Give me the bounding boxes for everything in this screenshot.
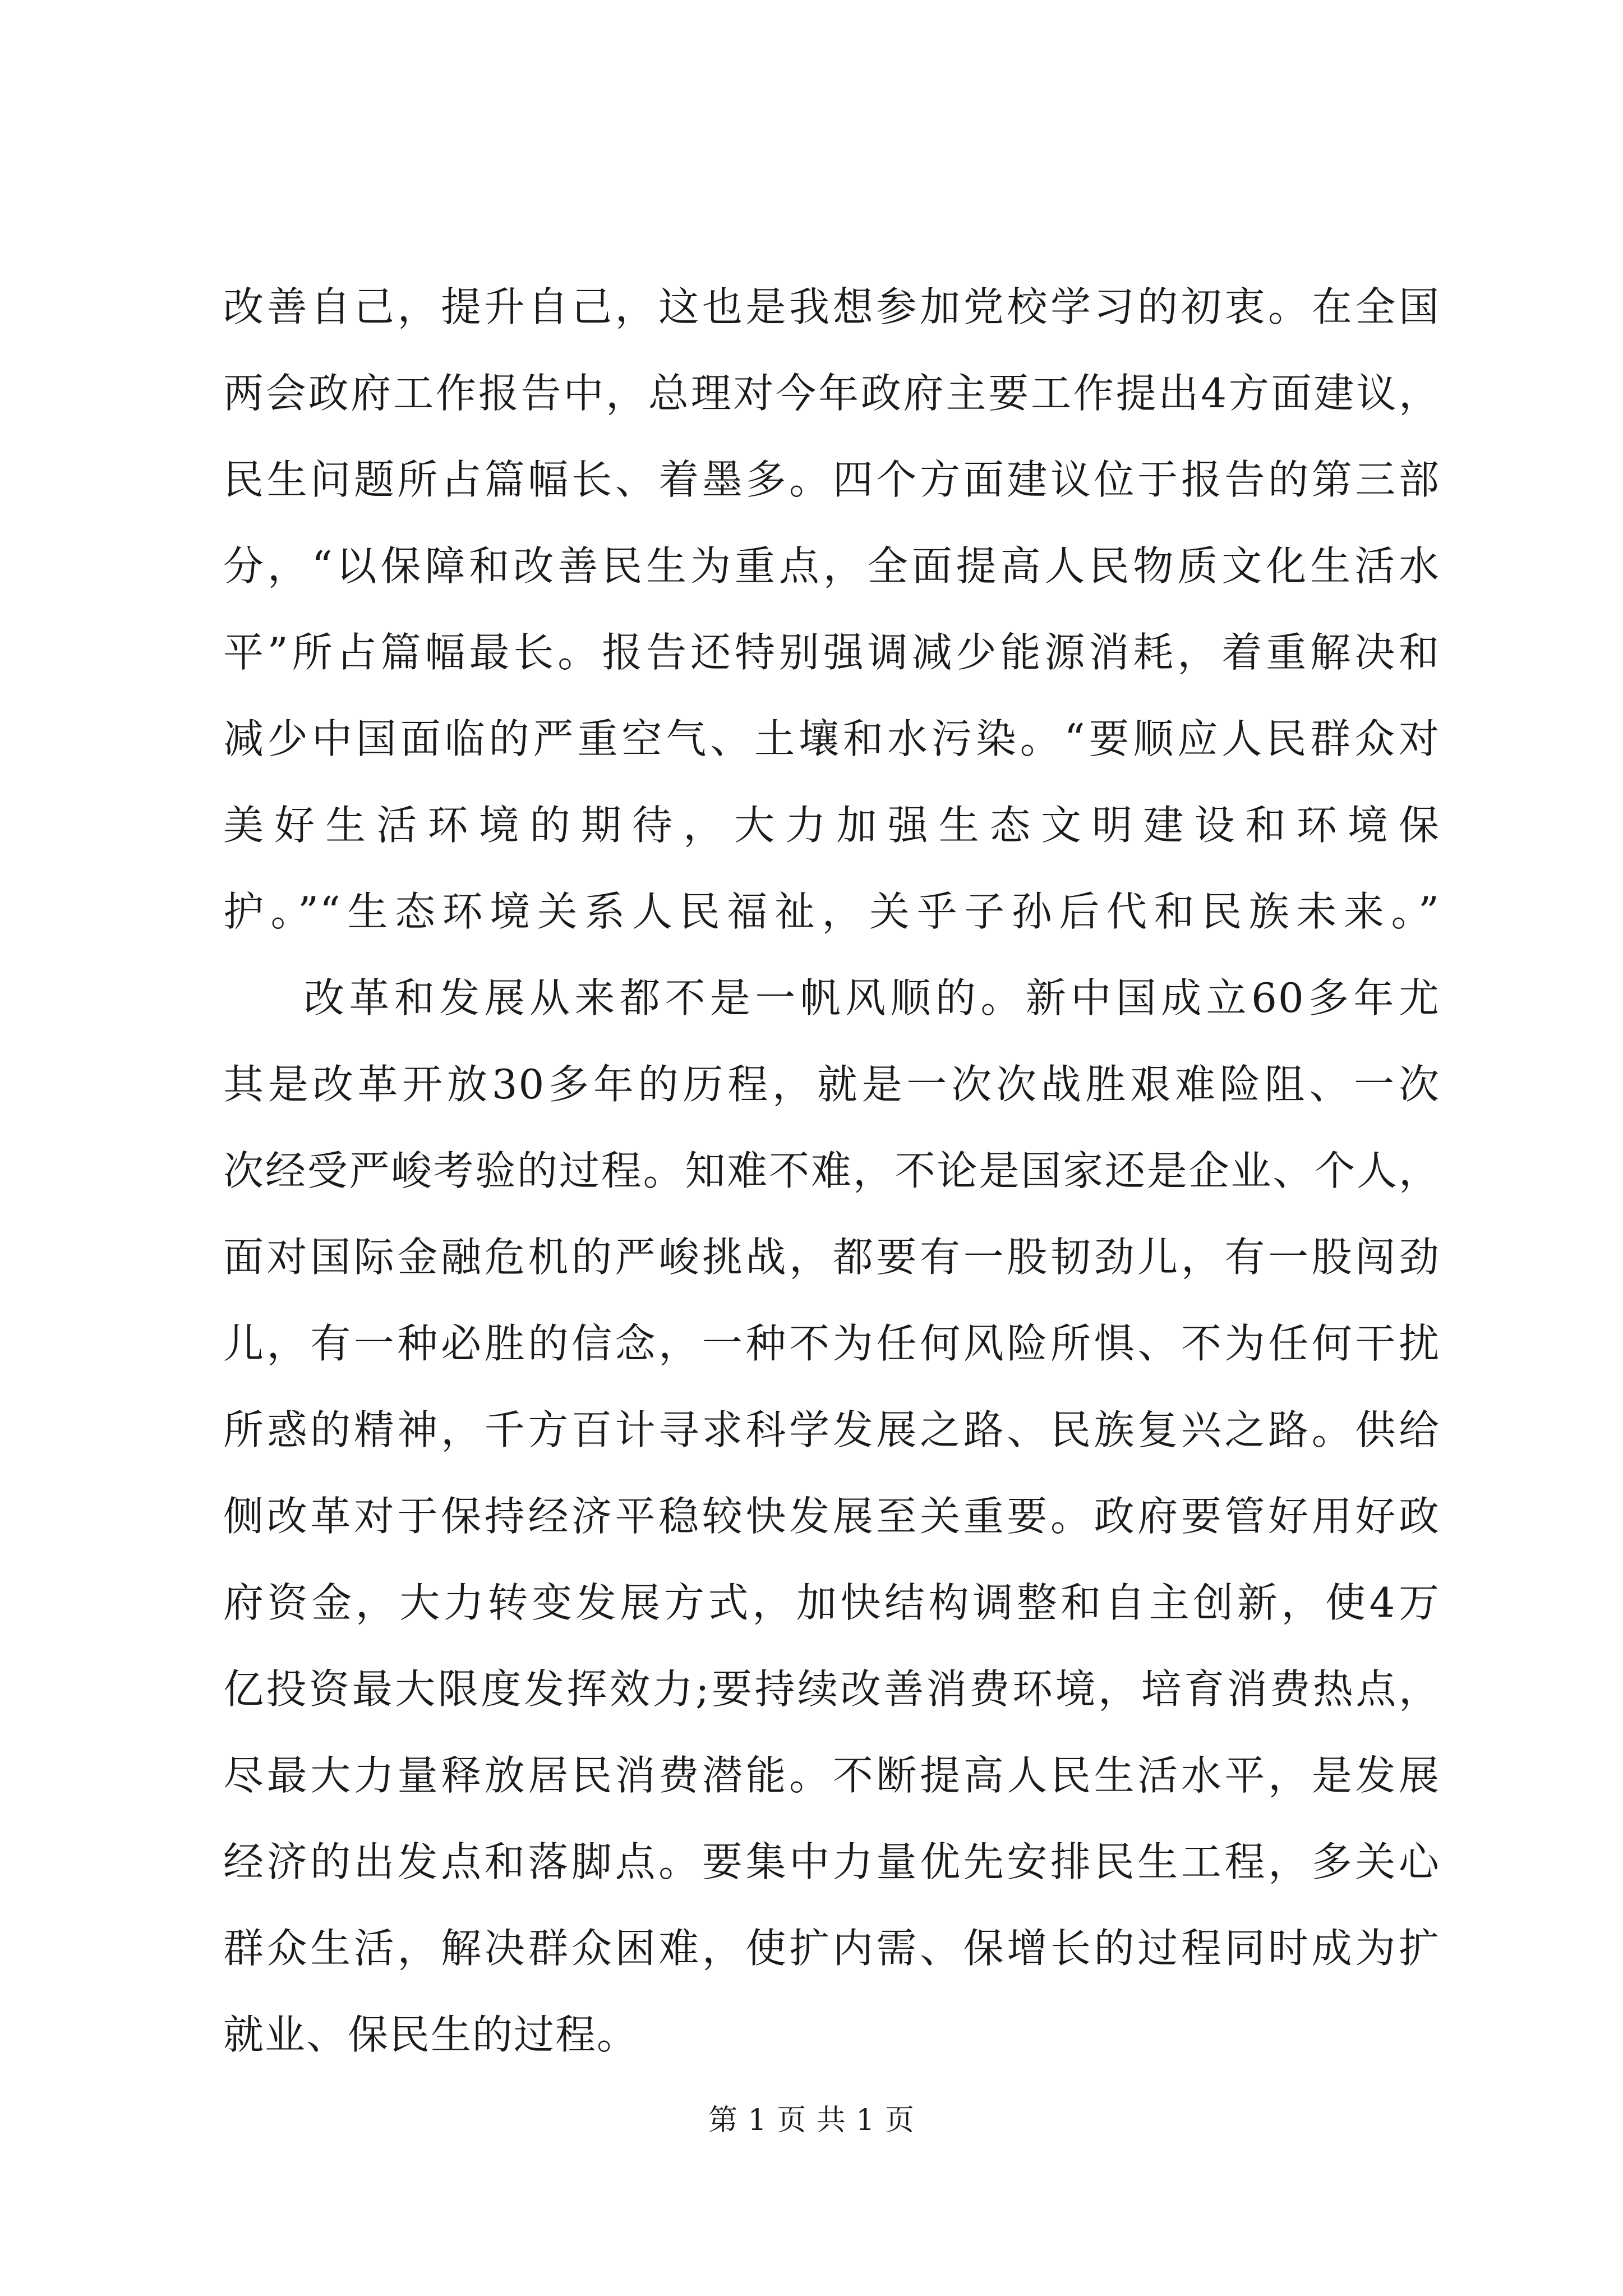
paragraph-1-line-3: 民生问题所占篇幅长、着墨多。四个方面建议位于报告的第三部 <box>223 456 1440 503</box>
paragraph-2-line-5: 儿，有一种必胜的信念，一种不为任何风险所惧、不为任何干扰 <box>223 1320 1440 1367</box>
paragraph-2-line-8: 府资金，大力转变发展方式，加快结构调整和自主创新，使4万 <box>223 1579 1440 1626</box>
paragraph-2-line-12: 群众生活，解决群众困难，使扩内需、保增长的过程同时成为扩 <box>223 1925 1440 1972</box>
paragraph-2-line-1: 改革和发展从来都不是一帆风顺的。新中国成立60多年尤 <box>304 974 1440 1022</box>
paragraph-2-line-11: 经济的出发点和落脚点。要集中力量优先安排民生工程，多关心 <box>223 1838 1440 1885</box>
paragraph-1-line-8: 护。”“生态环境关系人民福祉，关乎子孙后代和民族未来。” <box>223 888 1440 935</box>
paragraph-2-line-13: 就业、保民生的过程。 <box>223 2011 639 2058</box>
page-footer: 第 1 页 共 1 页 <box>708 2104 915 2137</box>
paragraph-2-line-6: 所惑的精神，千方百计寻求科学发展之路、民族复兴之路。供给 <box>223 1406 1440 1453</box>
paragraph-2-line-3: 次经受严峻考验的过程。知难不难，不论是国家还是企业、个人， <box>223 1147 1440 1194</box>
paragraph-1-line-1: 改善自己，提升自己，这也是我想参加党校学习的初衷。在全国 <box>223 283 1440 330</box>
paragraph-1-line-5: 平”所占篇幅最长。报告还特别强调减少能源消耗，着重解决和 <box>223 629 1440 676</box>
document-body <box>223 264 1440 2078</box>
paragraph-2-line-7: 侧改革对于保持经济平稳较快发展至关重要。政府要管好用好政 <box>223 1493 1440 1540</box>
paragraph-1-line-6: 减少中国面临的严重空气、土壤和水污染。“要顺应人民群众对 <box>223 715 1440 762</box>
paragraph-2-line-2: 其是改革开放30多年的历程，就是一次次战胜艰难险阻、一次 <box>223 1061 1440 1108</box>
paragraph-2-line-4: 面对国际金融危机的严峻挑战，都要有一股韧劲儿，有一股闯劲 <box>223 1234 1440 1281</box>
paragraph-2-line-10: 尽最大力量释放居民消费潜能。不断提高人民生活水平，是发展 <box>223 1752 1440 1799</box>
paragraph-1-line-4: 分，“以保障和改善民生为重点，全面提高人民物质文化生活水 <box>223 542 1440 590</box>
paragraph-2-line-9: 亿投资最大限度发挥效力;要持续改善消费环境，培育消费热点， <box>223 1665 1440 1713</box>
paragraph-1-line-2: 两会政府工作报告中，总理对今年政府主要工作提出4方面建议， <box>223 370 1440 417</box>
paragraph-1-line-7: 美好生活环境的期待，大力加强生态文明建设和环境保 <box>223 802 1440 849</box>
